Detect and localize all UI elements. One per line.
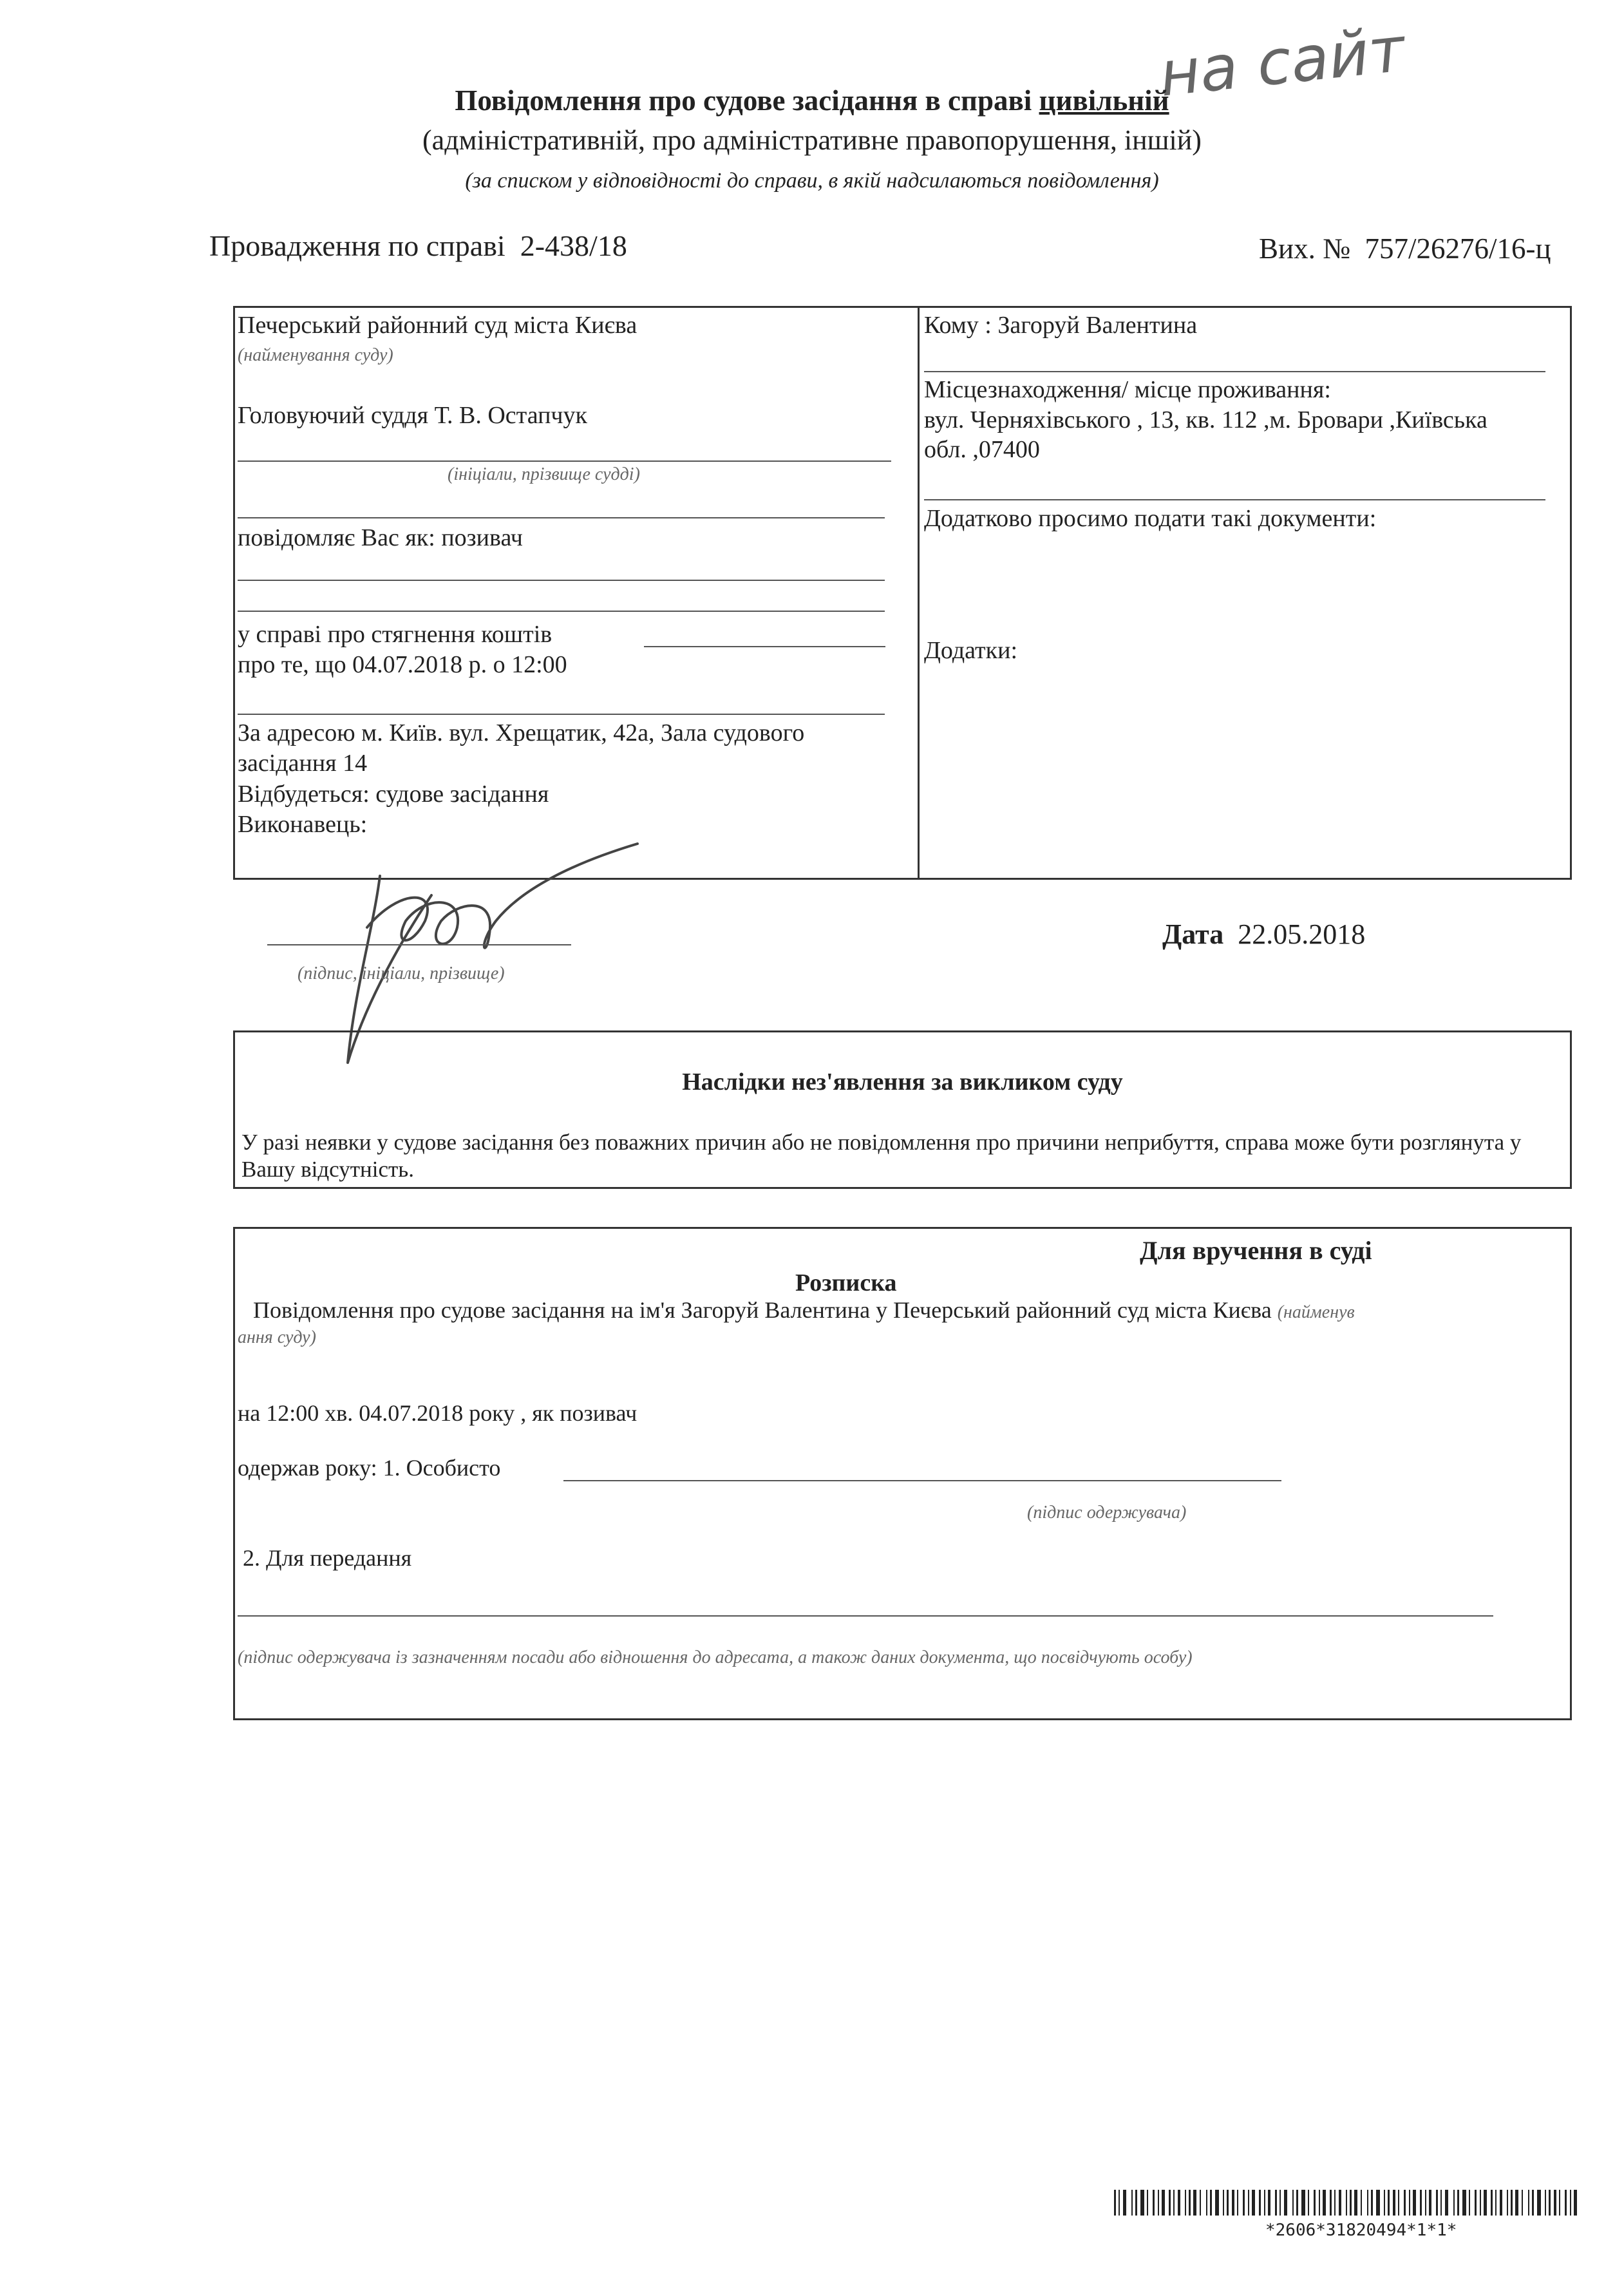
signature-caption: (підпис, ініціали, прізвище)	[297, 963, 505, 983]
barcode-bar	[1484, 2190, 1487, 2216]
received-signature-rule	[563, 1480, 1281, 1481]
barcode-bar	[1153, 2190, 1155, 2216]
notify-text: повідомляє Вас як: позивач	[238, 524, 523, 551]
barcode-bar	[1243, 2190, 1245, 2216]
barcode-bar	[1279, 2190, 1281, 2216]
extra-docs-label: Додатково просимо подати такі документи:	[924, 505, 1377, 532]
title-prefix: Повідомлення про судове засідання в справі	[455, 84, 1039, 117]
barcode-bar	[1334, 2190, 1336, 2216]
barcode-bar	[1554, 2190, 1556, 2216]
case-number: 2-438/18	[520, 229, 627, 262]
consequences-title: Наслідки нез'явлення за викликом суду	[682, 1068, 1123, 1096]
recipient-address-1: вул. Черняхівського , 13, кв. 112 ,м. Бровари ,Київська	[924, 406, 1487, 433]
handwritten-mark: на сайт	[1156, 13, 1408, 111]
barcode-bar	[1507, 2190, 1508, 2216]
judge-caption: (ініціали, прізвище судді)	[448, 464, 640, 484]
date-label: Дата	[1162, 918, 1224, 950]
barcode-bar	[1511, 2190, 1513, 2216]
barcode-bar	[1354, 2190, 1357, 2216]
barcode-bar	[1346, 2190, 1347, 2216]
barcode-bar	[1532, 2190, 1534, 2216]
barcode-bar	[1147, 2190, 1148, 2216]
document-subtitle: (адміністративній, про адміністративне правопорушення, іншій)	[422, 124, 1202, 156]
barcode-bar	[1495, 2190, 1497, 2216]
barcode-bar	[1469, 2190, 1470, 2216]
notify-top-rule	[238, 517, 885, 518]
barcode-bar	[1404, 2190, 1406, 2216]
barcode-bar	[1206, 2190, 1207, 2216]
barcode-bar	[1237, 2190, 1238, 2216]
barcode-bar	[1367, 2190, 1368, 2216]
date-line	[1162, 918, 1365, 951]
judge-text: Головуючий суддя Т. В. Остапчук	[238, 402, 587, 429]
barcode-bar	[1215, 2190, 1219, 2216]
barcode-bar	[1301, 2190, 1305, 2216]
barcode-bar	[1173, 2190, 1175, 2216]
barcode-bar	[1537, 2190, 1541, 2216]
barcode-bar	[1323, 2190, 1326, 2216]
barcode-bar	[1158, 2190, 1159, 2216]
barcode-number: *2606*31820494*1*1*	[1265, 2221, 1457, 2240]
barcode-bar	[1189, 2190, 1191, 2216]
barcode-bar	[1445, 2190, 1448, 2216]
date-value: 22.05.2018	[1238, 918, 1366, 950]
barcode-bar	[1462, 2190, 1466, 2216]
barcode-bar	[1200, 2190, 1201, 2216]
barcode-bar	[1565, 2190, 1567, 2216]
barcode-bar	[1413, 2190, 1416, 2216]
barcode-bar	[1268, 2190, 1270, 2216]
case-about: у справі про стягнення коштів	[238, 621, 552, 648]
court-caption: (найменування суду)	[238, 345, 393, 365]
barcode-bar	[1545, 2190, 1546, 2216]
receipt-box	[233, 1227, 1572, 1720]
case-label: Провадження по справі	[209, 229, 505, 262]
receipt-caption-b: ання суду)	[238, 1327, 316, 1347]
barcode-bar	[1169, 2190, 1171, 2216]
barcode-bar	[1339, 2190, 1341, 2216]
judge-rule	[238, 460, 891, 462]
column-divider	[918, 308, 920, 878]
location-label: Місцезнаходження/ місце проживання:	[924, 376, 1331, 403]
event-text: Відбудеться: судове засідання	[238, 781, 549, 808]
barcode-bar	[1515, 2190, 1518, 2216]
receipt-time-line: на 12:00 хв. 04.07.2018 року , як позивач	[238, 1400, 637, 1426]
barcode-bar	[1574, 2190, 1577, 2216]
hearing-time: про те, що 04.07.2018 р. о 12:00	[238, 651, 567, 678]
document-title	[0, 84, 1624, 117]
barcode-bar	[1384, 2190, 1385, 2216]
barcode-bar	[1308, 2190, 1309, 2216]
receipt-title: Розписка	[795, 1269, 897, 1296]
barcode-bar	[1264, 2190, 1265, 2216]
blank-rule-1	[238, 580, 885, 581]
barcode-bar	[1178, 2190, 1180, 2216]
address-rule	[924, 499, 1545, 500]
address-top-rule	[238, 714, 885, 715]
barcode-bar	[1393, 2190, 1395, 2216]
recipient-rule	[924, 371, 1545, 372]
case-number-line	[209, 229, 627, 263]
outgoing-number: 757/26276/16-ц	[1364, 233, 1551, 265]
barcode-bar	[1453, 2190, 1455, 2216]
barcode-bar	[1570, 2190, 1571, 2216]
barcode-bar	[1227, 2190, 1229, 2216]
barcode-bar	[1232, 2190, 1234, 2216]
barcode-bar	[1123, 2190, 1126, 2216]
barcode-bar	[1388, 2190, 1390, 2216]
barcode-bar	[1114, 2190, 1116, 2216]
barcode-bar	[1420, 2190, 1422, 2216]
barcode-bar	[1131, 2190, 1133, 2216]
outgoing-label: Вих. №	[1259, 233, 1351, 265]
blank-rule-2	[238, 611, 885, 612]
signature-line	[267, 944, 571, 945]
recipient-name: Кому : Загоруй Валентина	[924, 312, 1198, 339]
barcode-bar	[1185, 2190, 1186, 2216]
receipt-caption-a: (найменув	[1277, 1302, 1355, 1322]
barcode-bar	[1330, 2190, 1332, 2216]
barcode-bar	[1480, 2190, 1481, 2216]
barcode-bar	[1275, 2190, 1277, 2216]
case-about-rule	[644, 646, 885, 647]
notice-table	[233, 306, 1572, 880]
title-case-type: цивільній	[1039, 84, 1169, 117]
barcode-bar	[1425, 2190, 1426, 2216]
barcode-bar	[1350, 2190, 1352, 2216]
barcode-bar	[1210, 2190, 1212, 2216]
barcode-bar	[1491, 2190, 1493, 2216]
barcode-bar	[1559, 2190, 1560, 2216]
barcode-bar	[1398, 2190, 1399, 2216]
barcode-bar	[1436, 2190, 1438, 2216]
barcode-bar	[1440, 2190, 1442, 2216]
received-caption: (підпис одержувача)	[1027, 1503, 1187, 1523]
court-name: Печерський районний суд міста Києва	[238, 312, 637, 339]
barcode-bar	[1475, 2190, 1477, 2216]
barcode-bar	[1140, 2190, 1144, 2216]
consequences-box	[233, 1030, 1572, 1189]
attachments-label: Додатки:	[924, 637, 1018, 664]
barcode-bar	[1500, 2190, 1502, 2216]
barcode-bar	[1409, 2190, 1410, 2216]
consequences-text: У разі неявки у судове засідання без поважних причин або не повідомлення про причини неприбуття, справа може бути розглянута у Вашу відсутність.	[241, 1130, 1522, 1182]
recipient-address-2: обл. ,07400	[924, 436, 1040, 463]
barcode-bar	[1314, 2190, 1316, 2216]
transfer-caption: (підпис одержувача із зазначенням посади або відношення до адресата, а також даних документа, що посвідчують особу)	[238, 1647, 1193, 1667]
barcode-bar	[1119, 2190, 1120, 2216]
barcode-bar	[1549, 2190, 1551, 2216]
receipt-line-1	[253, 1296, 1355, 1324]
barcode-bar	[1248, 2190, 1249, 2216]
barcode-bar	[1429, 2190, 1431, 2216]
executor-label: Виконавець:	[238, 811, 368, 838]
transfer-line: 2. Для передання	[243, 1545, 412, 1571]
barcode	[1114, 2190, 1584, 2216]
barcode-bar	[1376, 2190, 1380, 2216]
received-line: одержав року: 1. Особисто	[238, 1455, 501, 1481]
barcode-bar	[1319, 2190, 1320, 2216]
document-note: (за списком у відповідності до справи, в якій надсилаються повідомлення)	[465, 169, 1159, 193]
barcode-bar	[1259, 2190, 1261, 2216]
barcode-bar	[1284, 2190, 1287, 2216]
barcode-bar	[1522, 2190, 1523, 2216]
barcode-bar	[1296, 2190, 1298, 2216]
barcode-bar	[1528, 2190, 1529, 2216]
barcode-bar	[1252, 2190, 1255, 2216]
transfer-rule	[238, 1615, 1493, 1617]
barcode-bar	[1193, 2190, 1196, 2216]
barcode-bar	[1457, 2190, 1459, 2216]
barcode-bar	[1135, 2190, 1137, 2216]
barcode-bar	[1292, 2190, 1294, 2216]
outgoing-number-line	[1259, 232, 1551, 265]
for-court-label: Для вручення в суді	[1140, 1236, 1372, 1265]
hearing-address-1: За адресою м. Київ. вул. Хрещатик, 42а, Зала судового	[238, 719, 805, 746]
barcode-bar	[1223, 2190, 1224, 2216]
hearing-address-2: засідання 14	[238, 750, 368, 777]
barcode-bar	[1162, 2190, 1165, 2216]
barcode-bar	[1361, 2190, 1362, 2216]
barcode-bar	[1371, 2190, 1373, 2216]
receipt-text: Повідомлення про судове засідання на ім'я Загоруй Валентина у Печерський районний суд міста Києва	[253, 1297, 1272, 1323]
